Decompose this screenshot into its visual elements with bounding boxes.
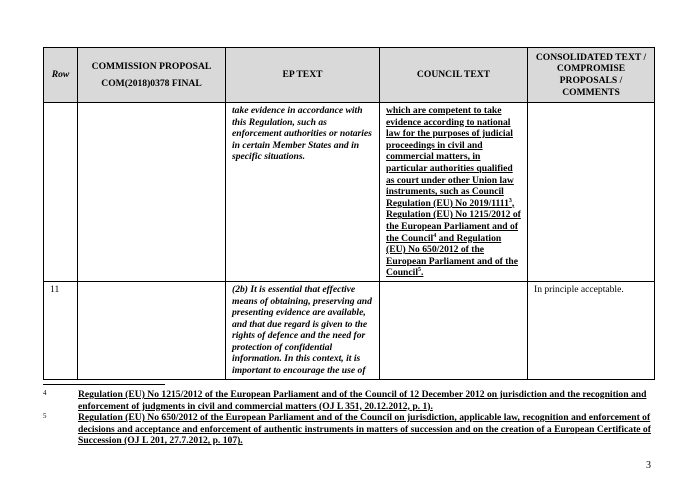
comments-cell — [528, 103, 655, 282]
comments-cell: In principle acceptable. — [528, 281, 655, 379]
header-commission-line2: COM(2018)0378 FINAL — [101, 77, 202, 89]
footnote — [43, 389, 654, 412]
footnote — [43, 412, 654, 447]
council-text-part3: and Regulation (EU) No 650/2012 of the European Parliament and of the Council — [386, 232, 519, 279]
footnote-text: Regulation (EU) No 650/2012 of the European Parliament and of the Council on jurisdiction, applicable law, recognition and enforcement of decisions and acceptance and enforcement of authentic instruments in matters of succession and on the creation of a European Certificate of Succession (OJ L 201, 27.7.2012, p. 107). — [78, 412, 651, 447]
commission-cell — [78, 103, 226, 282]
footnote-divider — [43, 384, 165, 385]
comparison-table — [43, 47, 655, 380]
header-ep-text: EP TEXT — [226, 48, 380, 103]
footnote-ref-3[interactable]: 3 — [508, 197, 512, 204]
footnote-ref-5[interactable]: 5 — [418, 267, 421, 274]
header-commission-line1: COMMISSION PROPOSAL — [91, 60, 212, 72]
council-text-part1: which are competent to take evidence according to national law for the purposes of judicial proceedings in civil and commercial matters, in particular authorities qualified as court under other Union law instruments, such as Council Regulation (EU) No 2019/1111 — [386, 105, 514, 209]
footnote-text: Regulation (EU) No 1215/2012 of the European Parliament and of the Council of 12 December 2012 on jurisdiction and the recognition and enforcement of judgments in civil and commercial matters (OJ L 351, 20.12.2012, p. 1). — [78, 389, 647, 412]
ep-text-cell: take evidence in accordance with this Regulation, such as enforcement authorities or notaries in certain Member States and in specific situations. — [226, 103, 380, 282]
table-row — [44, 103, 655, 282]
council-text-cell — [380, 103, 528, 282]
page-number: 3 — [646, 460, 651, 471]
row-number-cell: 11 — [44, 281, 78, 379]
commission-cell — [78, 281, 226, 379]
row-number-cell — [44, 103, 78, 282]
footnote-ref-4[interactable]: 4 — [433, 232, 437, 239]
council-text-part2: , Regulation (EU) No 1215/2012 of the European Parliament and of the Council — [386, 197, 521, 244]
header-commission-proposal — [78, 48, 226, 103]
header-row-number: Row — [44, 48, 78, 103]
table-row — [44, 281, 655, 379]
council-text-part4: . — [421, 267, 424, 279]
footnote-number: 5 — [43, 412, 47, 421]
footnote-number: 4 — [43, 389, 47, 397]
header-row — [44, 48, 655, 103]
council-text-cell — [380, 281, 528, 379]
header-consolidated-text: CONSOLIDATED TEXT / COMPROMISE PROPOSALS / COMMENTS — [528, 48, 655, 103]
ep-text-cell: (2b) It is essential that effective means of obtaining, preserving and presenting evidence are available, and that due regard is given to the rights of defence and the need for protection of confidential information. In this context, it is important to encourage the use of — [226, 281, 380, 379]
footnotes — [43, 389, 654, 447]
header-council-text: COUNCIL TEXT — [380, 48, 528, 103]
